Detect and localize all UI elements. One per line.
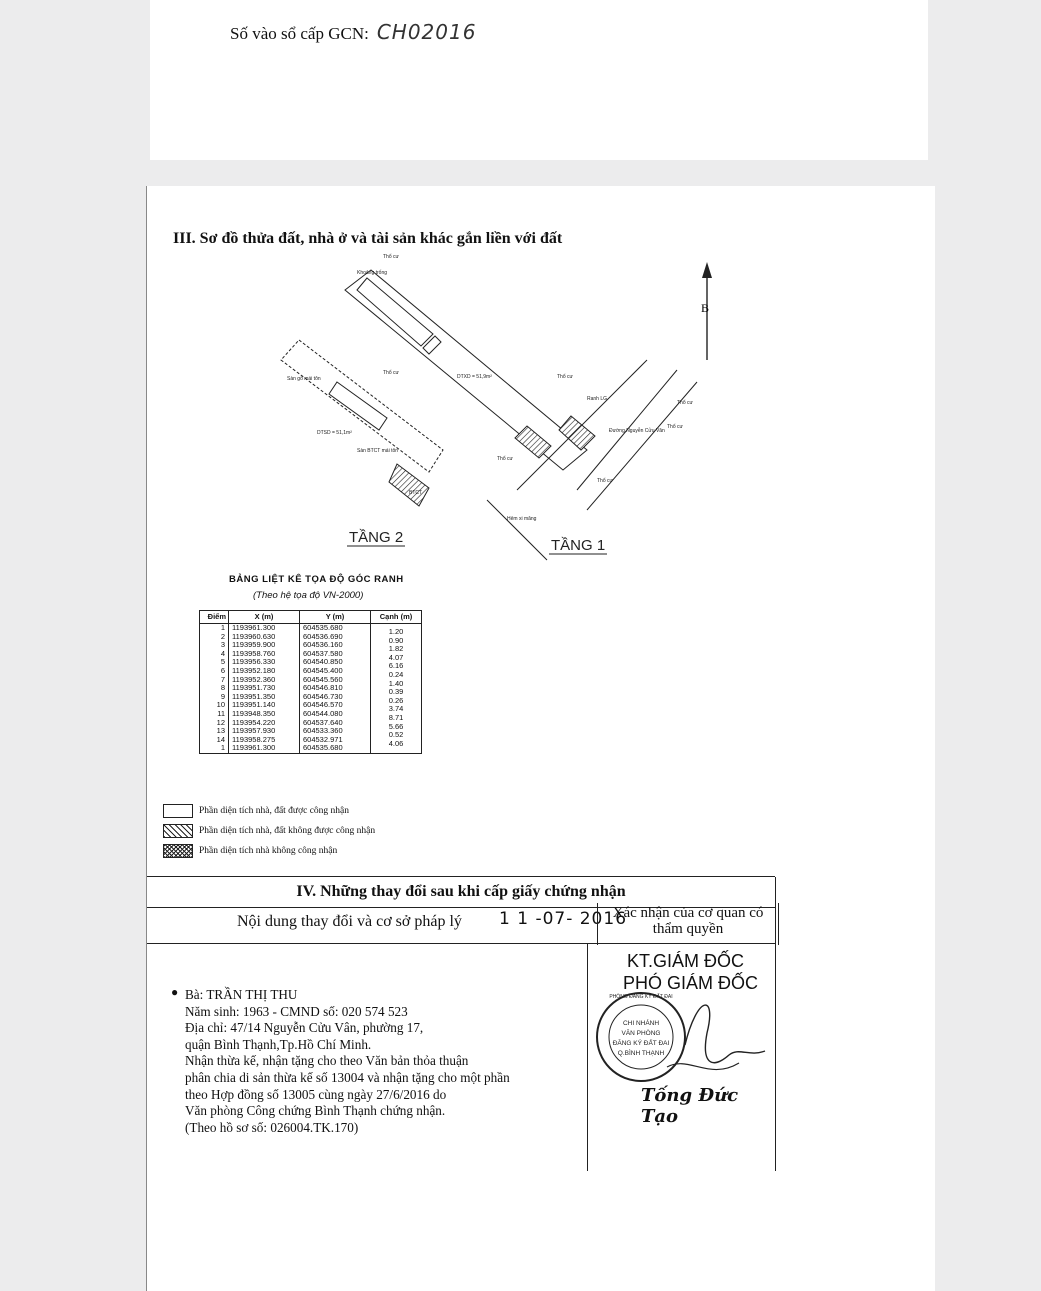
x-cell: 1193956.330 (229, 658, 300, 667)
point-cell: 4 (200, 650, 229, 659)
section3-title: III. Sơ đồ thửa đất, nhà ở và tài sản khác gắn liền với đất (173, 230, 563, 247)
header-y: Y (m) (300, 611, 371, 624)
land-diagram (207, 250, 807, 570)
y-cell: 604537.580 (300, 650, 371, 659)
point-cell: 6 (200, 667, 229, 676)
content-line: Nhận thừa kế, nhận tặng cho theo Văn bản thỏa thuận (185, 1053, 469, 1069)
label-tho-cu-far: Thổ cư (677, 400, 693, 406)
x-cell: 1193957.930 (229, 727, 300, 736)
change-content-header: Nội dung thay đổi và cơ sở pháp lý (237, 913, 462, 930)
x-cell: 1193958.275 (229, 736, 300, 745)
y-cell: 604537.640 (300, 719, 371, 728)
legend-recognized: Phần diện tích nhà, đất được công nhận (163, 804, 349, 818)
point-cell: 13 (200, 727, 229, 736)
coordinate-table-subtitle: (Theo hệ tọa độ VN-2000) (253, 590, 364, 601)
section4-header-row (147, 907, 775, 944)
y-cell: 604546.810 (300, 684, 371, 693)
edge-cell: 6.16 (371, 662, 422, 671)
edge-cell: 0.90 (371, 637, 422, 646)
north-arrow (701, 262, 712, 360)
y-cell: 604532.971 (300, 736, 371, 745)
bullet: ● (171, 985, 179, 999)
x-cell: 1193952.360 (229, 676, 300, 685)
content-line: Bà: TRẦN THỊ THU (185, 987, 298, 1002)
label-btct: BTCT (409, 490, 423, 496)
y-cell: 604546.570 (300, 701, 371, 710)
y-cell: 604533.360 (300, 727, 371, 736)
edge-cell: 8.71 (371, 714, 422, 723)
point-cell: 2 (200, 633, 229, 642)
signature-scribble (685, 1005, 765, 1063)
svg-text:VĂN PHÒNG: VĂN PHÒNG (621, 1030, 661, 1037)
y-cell: 604545.400 (300, 667, 371, 676)
label-street: Đường Nguyễn Cửu Vân (609, 428, 665, 434)
coordinate-table-title: BẢNG LIỆT KÊ TỌA ĐỘ GÓC RANH (229, 574, 404, 585)
change-content (185, 987, 510, 1136)
x-cell: 1193960.630 (229, 633, 300, 642)
edge-cell: 1.40 (371, 680, 422, 689)
point-cell: 3 (200, 641, 229, 650)
official-stamp (589, 985, 769, 1089)
y-cell: 604536.160 (300, 641, 371, 650)
x-cell: 1193961.300 (229, 744, 300, 753)
point-cell: 1 (200, 744, 229, 753)
x-cell: 1193959.900 (229, 641, 300, 650)
x-cell: 1193948.350 (229, 710, 300, 719)
legend-house-not-recognized: Phần diện tích nhà không công nhận (163, 844, 337, 858)
legend-box-hatch (163, 824, 193, 838)
area-floor2: DTSD = 51,1m² (317, 430, 352, 436)
x-cell: 1193951.730 (229, 684, 300, 693)
y-cell: 604546.730 (300, 693, 371, 702)
edge-cell: 1.82 (371, 645, 422, 654)
label-san-go: Sàn gỗ mái tôn (287, 376, 321, 382)
content-line: Địa chỉ: 47/14 Nguyễn Cửu Vân, phường 17, (185, 1020, 424, 1036)
point-cell: 10 (200, 701, 229, 710)
content-line: Văn phòng Công chứng Bình Thạnh chứng nhận. (185, 1103, 446, 1119)
edge-cell: 0.39 (371, 688, 422, 697)
point-cell: 8 (200, 684, 229, 693)
north-label: B (701, 301, 710, 315)
gcn-number: CH02016 (376, 20, 477, 44)
label-tho-cu-top: Thổ cư (383, 254, 399, 260)
floor2-plan (281, 340, 443, 506)
content-line: Năm sinh: 1963 - CMND số: 020 574 523 (185, 1003, 408, 1019)
label-hem: Hẻm xi măng (507, 516, 537, 522)
edge-cell: 0.26 (371, 697, 422, 706)
x-cell: 1193954.220 (229, 719, 300, 728)
point-cell: 14 (200, 736, 229, 745)
header-point: Điểm (200, 611, 229, 624)
floor1-label: TẦNG 1 (551, 537, 606, 554)
y-cell: 604544.080 (300, 710, 371, 719)
label-tho-cu-left: Thổ cư (383, 370, 399, 376)
edge-cell: 4.07 (371, 654, 422, 663)
label-tho-cu-mid: Thổ cư (667, 424, 683, 430)
svg-text:PHÒNG ĐĂNG KÝ ĐẤT ĐAI: PHÒNG ĐĂNG KÝ ĐẤT ĐAI (609, 994, 673, 1000)
label-tho-cu-bottom: Thổ cư (497, 456, 513, 462)
label-ranh-lg: Ranh LG (587, 396, 608, 402)
content-line: phân chia di sản thừa kế số 13004 và nhận tặng cho một phần (185, 1069, 510, 1085)
edge-cell: 4.06 (371, 740, 422, 749)
content-line: (Theo hồ sơ số: 026004.TK.170) (185, 1119, 359, 1135)
change-date: 1 1 -07- 2016 (499, 909, 628, 929)
gcn-number-line (230, 20, 476, 44)
label-khoang-trong: Khoảng trống (357, 270, 388, 276)
main-page (146, 186, 935, 1291)
signer-name: Tống Đức Tạo (641, 1085, 739, 1127)
section4-title: IV. Những thay đổi sau khi cấp giấy chứng nhận (147, 877, 776, 908)
point-cell: 12 (200, 719, 229, 728)
y-cell: 604545.560 (300, 676, 371, 685)
coordinate-table (199, 610, 422, 754)
y-cell: 604535.680 (300, 624, 371, 633)
edge-cell: 5.66 (371, 723, 422, 732)
point-cell: 1 (200, 624, 229, 633)
point-cell: 11 (200, 710, 229, 719)
x-cell: 1193952.180 (229, 667, 300, 676)
edge-cell: 0.52 (371, 731, 422, 740)
authority-confirmation-header: Xác nhận của cơ quan có thẩm quyền (597, 903, 779, 945)
area-floor1: DTXD = 51,9m² (457, 374, 492, 380)
label-tho-cu-lower: Thổ cư (597, 478, 613, 484)
content-line: quận Bình Thạnh,Tp.Hồ Chí Minh. (185, 1036, 372, 1052)
y-cell: 604540.850 (300, 658, 371, 667)
svg-text:ĐĂNG KÝ ĐẤT ĐAI: ĐĂNG KÝ ĐẤT ĐAI (612, 1040, 670, 1047)
legend-box-plain (163, 804, 193, 818)
svg-text:Q.BÌNH THẠNH: Q.BÌNH THẠNH (617, 1050, 665, 1057)
point-cell: 5 (200, 658, 229, 667)
header-edge: Cạnh (m) (371, 611, 422, 624)
top-page (150, 0, 928, 160)
section4 (147, 876, 775, 1171)
point-cell: 9 (200, 693, 229, 702)
y-cell: 604535.680 (300, 744, 371, 753)
x-cell: 1193951.140 (229, 701, 300, 710)
legend-box-cross (163, 844, 193, 858)
gcn-label: Số vào sổ cấp GCN: (230, 24, 369, 43)
x-cell: 1193958.760 (229, 650, 300, 659)
legend-not-recognized: Phần diện tích nhà, đất không được công nhận (163, 824, 375, 838)
edge-cell: 3.74 (371, 705, 422, 714)
label-san-btct: Sàn BTCT mái tôn (357, 448, 399, 454)
edge-cell: 0.24 (371, 671, 422, 680)
floor2-label: TẦNG 2 (349, 529, 404, 546)
point-cell: 7 (200, 676, 229, 685)
sign-title-1: KT.GIÁM ĐỐC (627, 951, 745, 971)
edge-cell: 1.20 (371, 628, 422, 637)
x-cell: 1193961.300 (229, 624, 300, 633)
header-x: X (m) (229, 611, 300, 624)
content-line: theo Hợp đồng số 13005 cùng ngày 27/6/2016 do (185, 1086, 447, 1102)
x-cell: 1193951.350 (229, 693, 300, 702)
sign-title-2: PHÓ GIÁM ĐỐC (623, 973, 759, 993)
label-tho-cu-right: Thổ cư (557, 374, 573, 380)
svg-text:CHI NHÁNH: CHI NHÁNH (622, 1020, 660, 1027)
y-cell: 604536.690 (300, 633, 371, 642)
